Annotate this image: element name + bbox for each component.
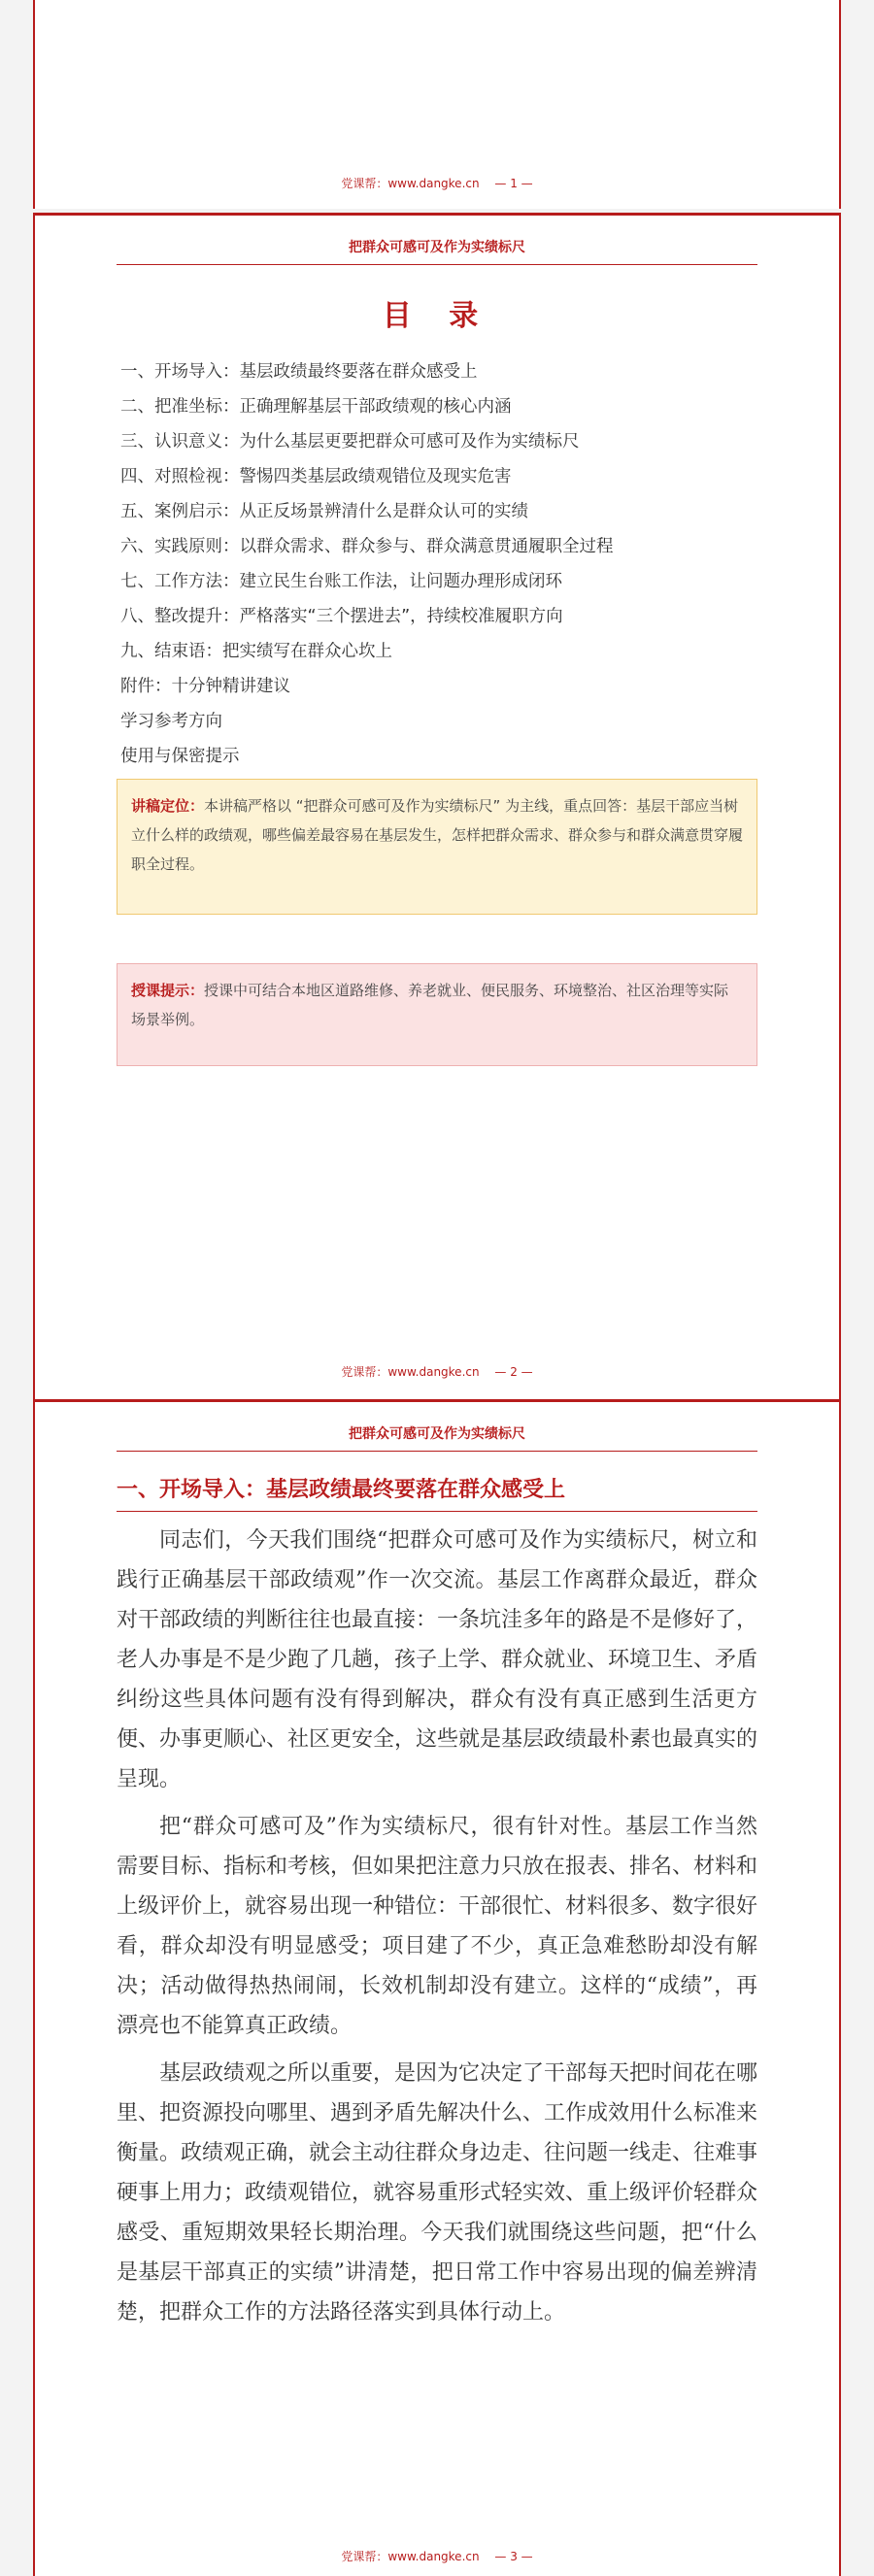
toc-item[interactable]: 四、对照检视：警惕四类基层政绩观错位及现实危害 <box>120 467 512 486</box>
positioning-text: 本讲稿严格以 “把群众可感可及作为实绩标尺” 为主线，重点回答：基层干部应当树立什么样的政绩观，哪些偏差最容易在基层发生，怎样把群众需求、群众参与和群众满意贯穿履职全过程。 <box>131 797 744 873</box>
footer-site: 党课帮：www.dangke.cn <box>341 2550 480 2563</box>
toc-list <box>120 354 761 774</box>
footer-page-number: — 3 — <box>494 2550 533 2563</box>
tip-text: 授课中可结合本地区道路维修、养老就业、便民服务、环境整治、社区治理等实际场景举例。 <box>131 982 729 1028</box>
footer-page-number: — 1 — <box>494 177 533 190</box>
tip-label: 授课提示： <box>131 982 205 999</box>
toc-item[interactable]: 八、整改提升：严格落实“三个摆进去”，持续校准履职方向 <box>120 607 563 626</box>
toc-item[interactable]: 附件：十分钟精讲建议 <box>120 677 290 696</box>
page-header: 把群众可感可及作为实绩标尺 <box>117 1423 757 1452</box>
section-title: 一、开场导入：基层政绩最终要落在群众感受上 <box>117 1473 757 1512</box>
toc-item[interactable]: 七、工作方法：建立民生台账工作法，让问题办理形成闭环 <box>120 572 562 591</box>
page-footer <box>35 2548 839 2564</box>
toc-item[interactable]: 学习参考方向 <box>120 712 222 731</box>
tip-note <box>117 963 757 1066</box>
footer-site: 党课帮：www.dangke.cn <box>341 1365 480 1379</box>
toc-item[interactable]: 使用与保密提示 <box>120 747 240 766</box>
paragraph: 基层政绩观之所以重要，是因为它决定了干部每天把时间花在哪里、把资源投向哪里、遇到矛盾先解决什么、工作成效用什么标准来衡量。政绩观正确，就会主动往群众身边走、往问题一线走、往难事硬事上用力；政绩观错位，就容易重形式轻实效、重上级评价轻群众感受、重短期效果轻长期治理。今天我们就围绕这些问题，把“什么是基层干部真正的实绩”讲清楚，把日常工作中容易出现的偏差辨清楚，把群众工作的方法路径落实到具体行动上。 <box>117 2061 758 2325</box>
footer-page-number: — 2 — <box>494 1365 533 1379</box>
toc-item[interactable]: 三、认识意义：为什么基层更要把群众可感可及作为实绩标尺 <box>120 432 580 452</box>
page-1 <box>33 0 841 209</box>
toc-item[interactable]: 九、结束语：把实绩写在群众心坎上 <box>120 642 392 661</box>
toc-item[interactable]: 一、开场导入：基层政绩最终要落在群众感受上 <box>120 362 478 382</box>
page-header: 把群众可感可及作为实绩标尺 <box>117 237 757 265</box>
page-footer <box>35 175 839 191</box>
page-footer <box>35 1363 839 1380</box>
paragraph: 同志们，今天我们围绕“把群众可感可及作为实绩标尺，树立和践行正确基层干部政绩观”作一次交流。基层工作离群众最近，群众对干部政绩的判断往往也最直接：一条坑洼多年的路是不是修好了，老人办事是不是少跑了几趟，孩子上学、群众就业、环境卫生、矛盾纠纷这些具体问题有没有得到解决，群众有没有真正感到生活更方便、办事更顺心、社区更安全，这些就是基层政绩最朴素也最真实的呈现。 <box>117 1528 758 1791</box>
page-3 <box>33 1399 841 2576</box>
toc-item[interactable]: 二、把准坐标：正确理解基层干部政绩观的核心内涵 <box>120 397 512 417</box>
footer-site: 党课帮：www.dangke.cn <box>341 177 480 190</box>
toc-item[interactable]: 五、案例启示：从正反场景辨清什么是群众认可的实绩 <box>120 502 528 521</box>
positioning-label: 讲稿定位： <box>131 797 205 815</box>
toc-title: 目 录 <box>382 299 492 333</box>
positioning-note <box>117 779 757 915</box>
paragraph: 把“群众可感可及”作为实绩标尺，很有针对性。基层工作当然需要目标、指标和考核，但如果把注意力只放在报表、排名、材料和上级评价上，就容易出现一种错位：干部很忙、材料很多、数字很好看，群众却没有明显感受；项目建了不少，真正急难愁盼却没有解决；活动做得热热闹闹，长效机制却没有建立。这样的“成绩”，再漂亮也不能算真正政绩。 <box>117 1815 758 2038</box>
page-2 <box>33 213 841 1399</box>
toc-item[interactable]: 六、实践原则：以群众需求、群众参与、群众满意贯通履职全过程 <box>120 537 614 556</box>
section-body <box>117 1521 757 2340</box>
